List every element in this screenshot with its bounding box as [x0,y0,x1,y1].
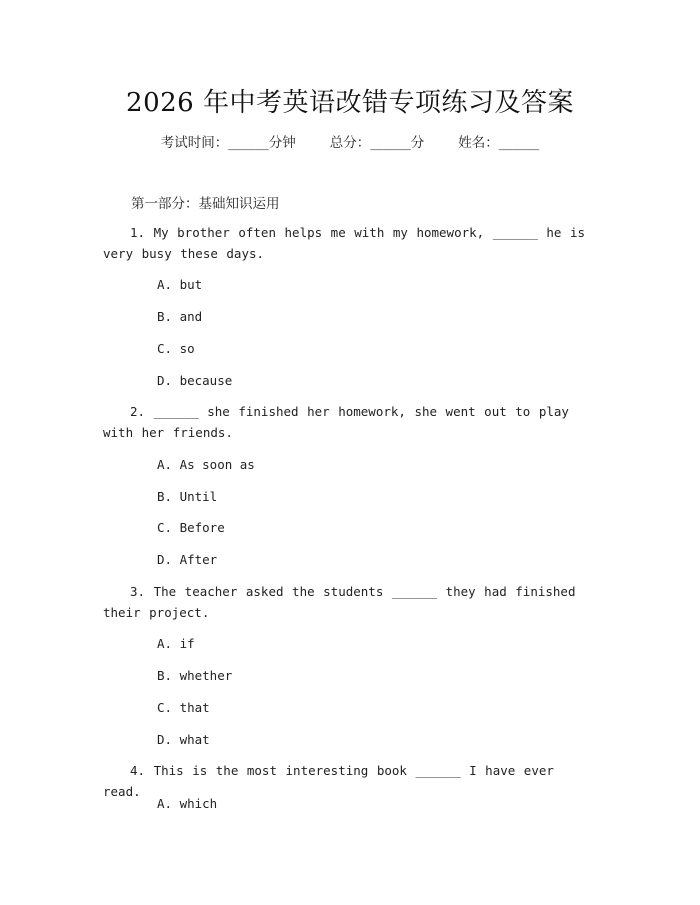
question-1-option-a: A. but [157,277,203,292]
question-1-option-d: D. because [157,373,233,388]
question-1-option-c: C. so [157,341,195,356]
question-3-option-b: B. whether [157,668,233,683]
question-2-option-c: C. Before [157,520,225,535]
section-heading: 第一部分：基础知识运用 [131,196,280,212]
question-4-option-a: A. which [157,796,218,811]
question-3-option-a: A. if [157,636,195,651]
name-field: 姓名：______ [458,135,540,151]
question-3-option-d: D. what [157,732,210,747]
exam-info-line [0,131,700,151]
question-2: 2. ______ she finished her homework, she went out to play with her friends. [103,404,569,440]
question-3: 3. The teacher asked the students ______ they had finished their project. [103,584,576,620]
question-1-option-b: B. and [157,309,203,324]
question-2-option-b: B. Until [157,489,218,504]
question-1: 1. My brother often helps me with my homework, ______ he is very busy these days. [103,225,586,261]
question-2-option-a: A. As soon as [157,457,255,472]
exam-time-field: 考试时间：______分钟 [160,135,296,151]
page-title: 2026 年中考英语改错专项练习及答案 [126,88,574,118]
total-score-field: 总分：______分 [329,135,425,151]
question-2-option-d: D. After [157,552,218,567]
question-4: 4. This is the most interesting book ______ I have ever read. [103,763,554,799]
question-3-option-c: C. that [157,700,210,715]
